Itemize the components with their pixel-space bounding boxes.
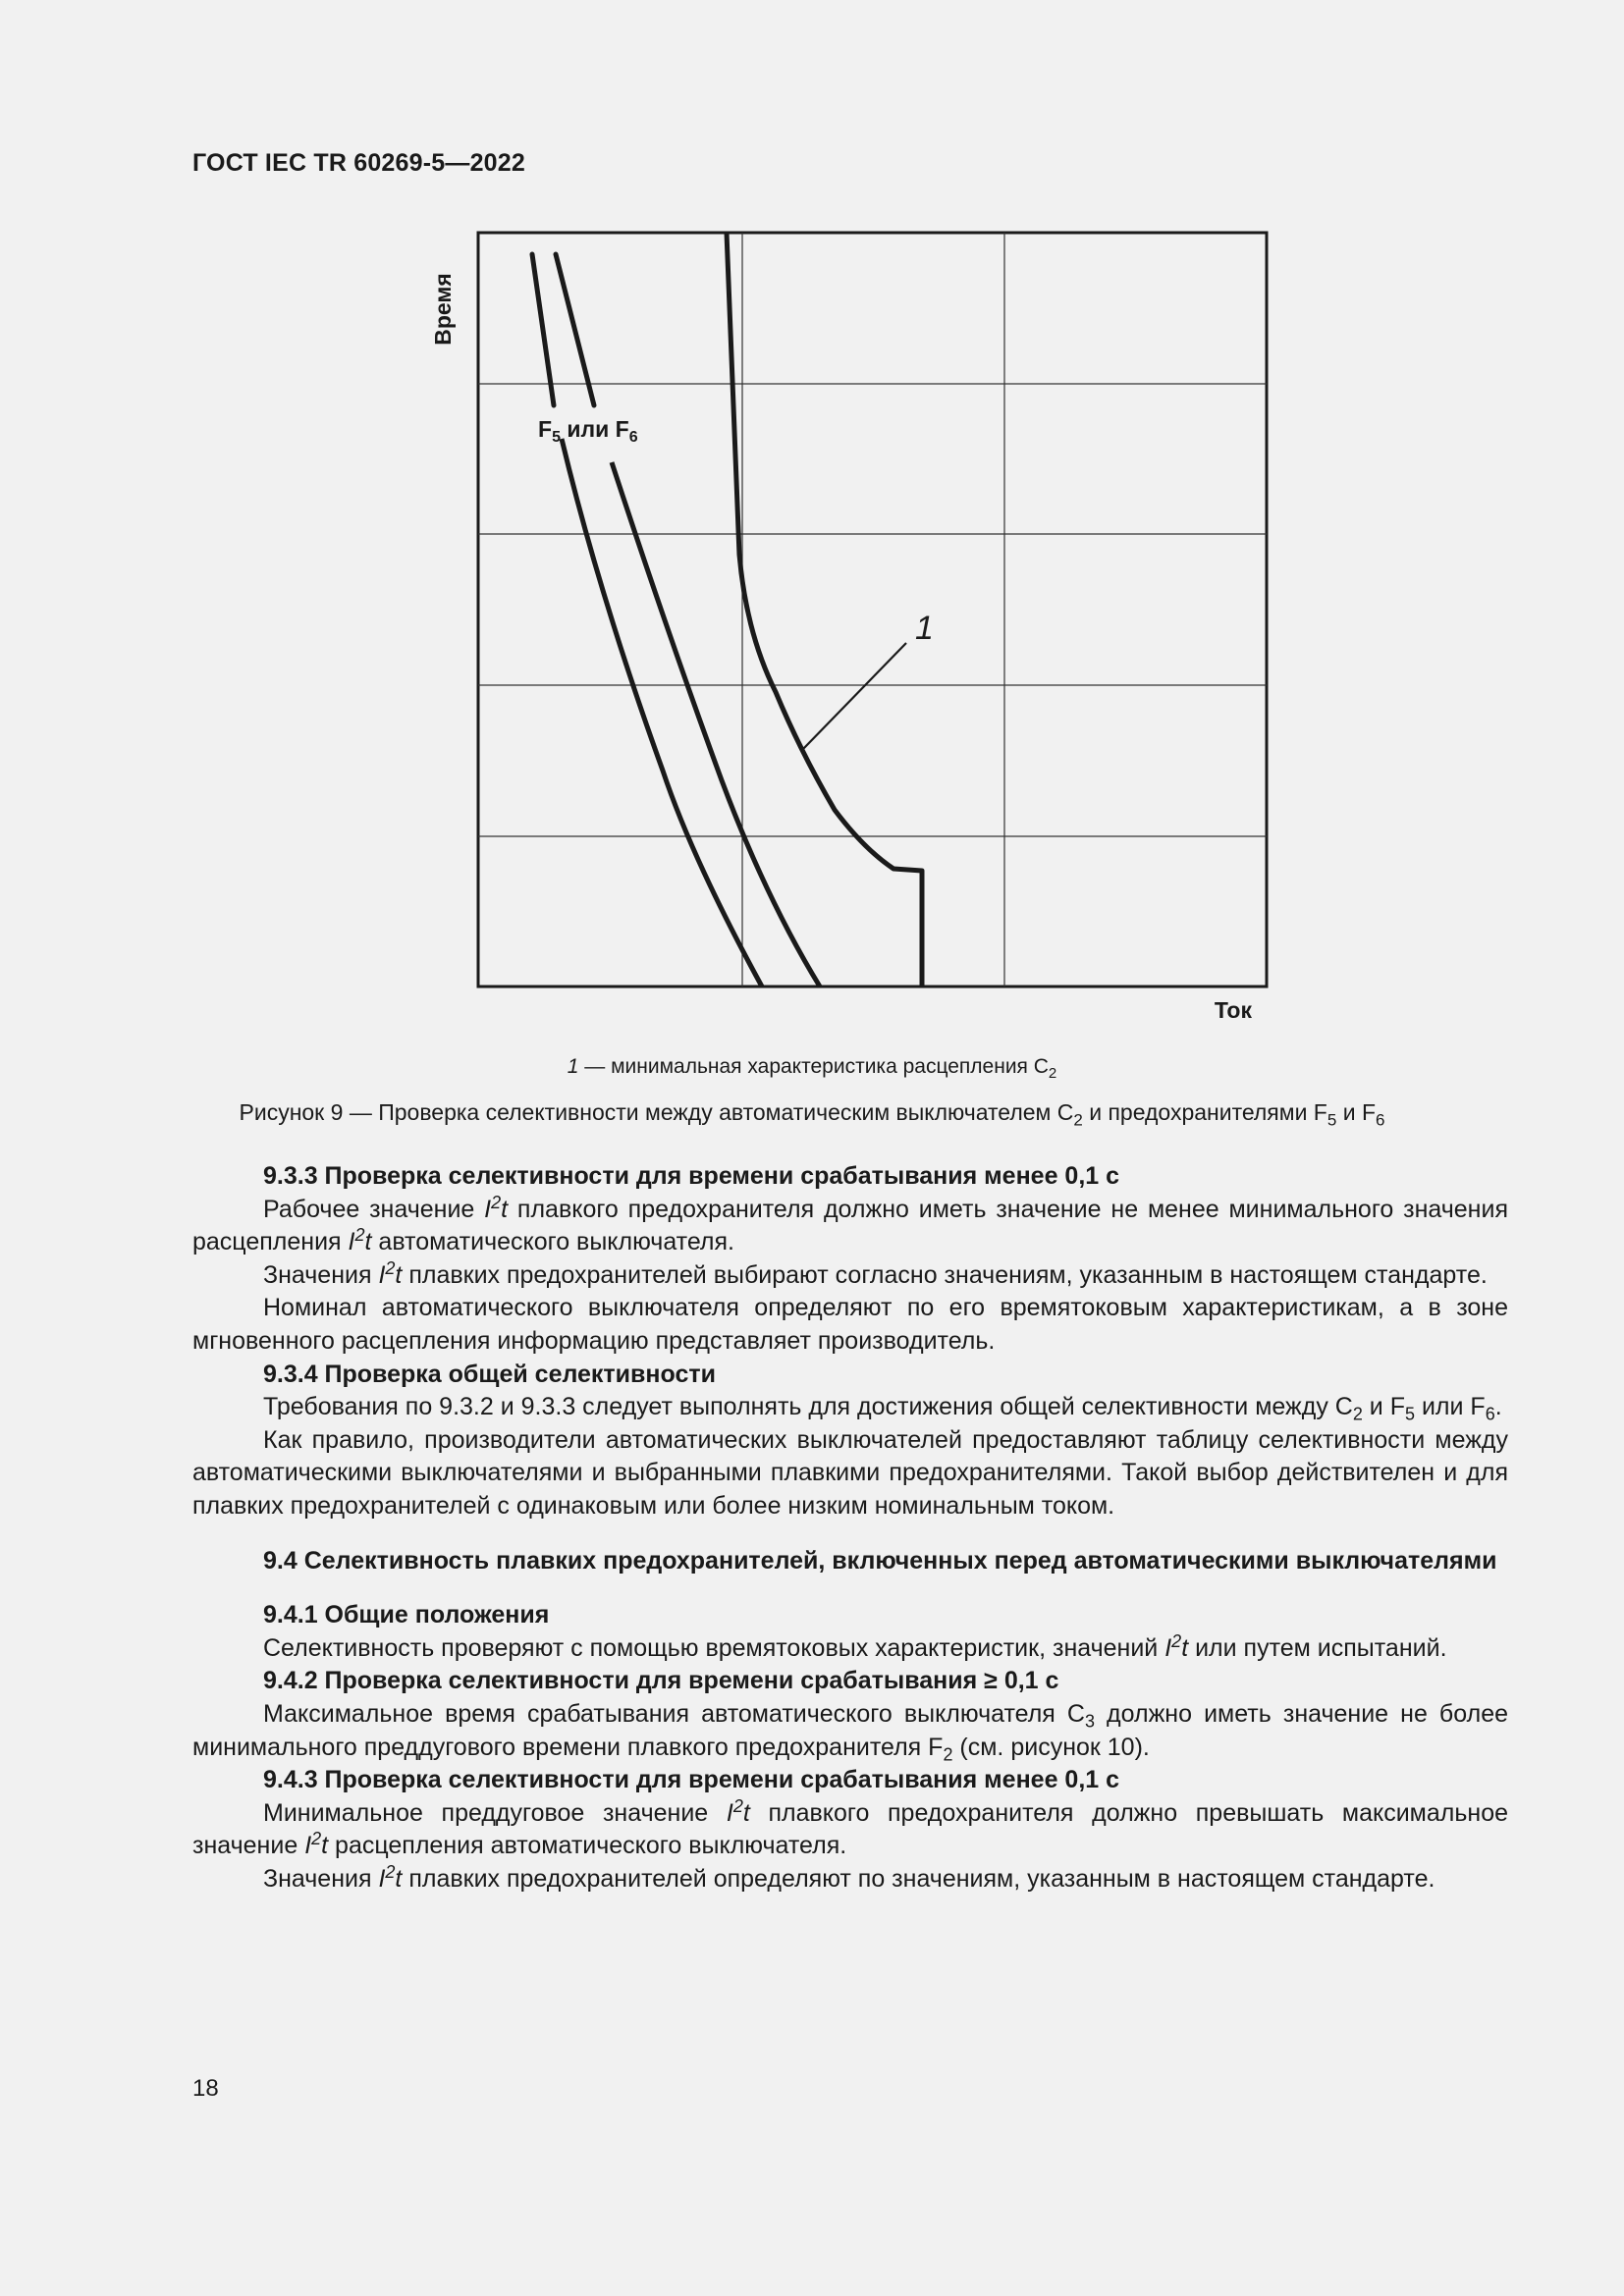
subscript: 3 xyxy=(1084,1711,1095,1732)
i2t-i: I xyxy=(1164,1633,1172,1662)
i2t-t: t xyxy=(321,1832,329,1860)
fuse-label-mid: или F xyxy=(560,416,629,442)
i2t-symbol xyxy=(484,1192,509,1223)
figure-caption xyxy=(0,1099,1624,1131)
i2t-symbol xyxy=(1164,1630,1189,1662)
figure-9-time-current-chart xyxy=(412,221,1296,1036)
paragraph: Номинал автоматического выключателя определяют по его времятоковым характеристикам, а в зоне мгновенного расцепления информацию представляет производитель. xyxy=(192,1294,1508,1355)
figure-legend xyxy=(0,1055,1624,1082)
text-run: или F xyxy=(1415,1393,1486,1421)
fuse-label-sub1: 5 xyxy=(552,429,561,446)
i2t-i: I xyxy=(304,1832,312,1860)
text-run: или путем испытаний. xyxy=(1188,1633,1447,1662)
i2t-i: I xyxy=(378,1260,386,1289)
legend-sub: 2 xyxy=(1048,1065,1057,1083)
paragraph xyxy=(192,1632,1508,1666)
caption-mid2: и F xyxy=(1336,1099,1377,1125)
text-run: Значения xyxy=(263,1260,379,1289)
text-run: должно иметь значение не более минимального преддугового времени плавкого предохранителя F xyxy=(192,1699,1508,1761)
text-run: плавкого предохранителя должно иметь значение не менее минимального значения расцепления xyxy=(192,1195,1508,1256)
i2t-i: I xyxy=(726,1798,733,1827)
breaker-c2-curve xyxy=(727,233,922,987)
text-run: и F xyxy=(1362,1393,1405,1421)
text-run: Максимальное время срабатывания автоматического выключателя С xyxy=(263,1699,1085,1728)
fuse-curve-left-upper xyxy=(532,254,554,405)
i2t-t: t xyxy=(395,1260,403,1289)
i2t-symbol xyxy=(378,1257,403,1289)
text-run: Минимальное преддуговое значение xyxy=(263,1798,727,1827)
paragraph xyxy=(192,1259,1508,1293)
i2t-sup: 2 xyxy=(1171,1630,1182,1651)
i2t-t: t xyxy=(364,1228,372,1256)
text-run: Рабочее значение xyxy=(263,1195,485,1223)
text-run: расцепления автоматического выключателя. xyxy=(328,1832,847,1860)
fuse-curve-right-upper xyxy=(556,254,594,405)
i2t-sup: 2 xyxy=(385,1257,396,1278)
i2t-symbol xyxy=(348,1225,372,1256)
i2t-symbol xyxy=(378,1861,403,1893)
paragraph xyxy=(192,1194,1508,1259)
chart-svg xyxy=(412,221,1296,1036)
subscript: 2 xyxy=(943,1743,953,1764)
heading-9-3-3: 9.3.3 Проверка селективности для времени срабатывания менее 0,1 с xyxy=(263,1162,1120,1190)
i2t-i: I xyxy=(484,1195,492,1223)
curve-callout-leader xyxy=(803,643,906,749)
heading-9-3-4: 9.3.4 Проверка общей селективности xyxy=(263,1360,716,1388)
i2t-t: t xyxy=(1181,1633,1189,1662)
page-number: 18 xyxy=(192,2075,219,2102)
subscript: 5 xyxy=(1404,1404,1415,1424)
text-run: плавкого предохранителя должно превышать максимальное значение xyxy=(192,1798,1508,1860)
paragraph xyxy=(192,1391,1508,1424)
heading-9-4-3: 9.4.3 Проверка селективности для времени срабатывания менее 0,1 с xyxy=(263,1766,1120,1794)
legend-num: 1 xyxy=(567,1055,579,1078)
curve-callout-label: 1 xyxy=(915,610,934,647)
plot-frame xyxy=(478,233,1267,987)
paragraph xyxy=(192,1698,1508,1764)
text-run: (см. рисунок 10). xyxy=(952,1733,1150,1761)
legend-text: — минимальная характеристика расцепления C xyxy=(578,1055,1049,1078)
i2t-t: t xyxy=(395,1864,403,1893)
i2t-symbol xyxy=(726,1795,750,1827)
caption-sub2: 5 xyxy=(1326,1110,1337,1130)
fuse-curve-left-lower xyxy=(562,439,762,987)
y-axis-label: Время xyxy=(430,273,456,346)
i2t-sup: 2 xyxy=(311,1829,322,1849)
i2t-i: I xyxy=(348,1228,355,1256)
caption-text: Рисунок 9 — Проверка селективности между автоматическим выключателем C xyxy=(239,1099,1074,1125)
i2t-t: t xyxy=(742,1798,750,1827)
text-run: автоматического выключателя. xyxy=(371,1228,734,1256)
paragraph xyxy=(192,1797,1508,1863)
text-run: Селективность проверяют с помощью времятоковых характеристик, значений xyxy=(263,1633,1165,1662)
caption-sub1: 2 xyxy=(1073,1110,1083,1130)
caption-mid: и предохранителями F xyxy=(1082,1099,1327,1125)
paragraph: Как правило, производители автоматических выключателей предоставляют таблицу селективности между автоматическими выключателями и выбранными плавкими предохранителями. Такой выбор действителен и для плавких предохранителей с одинаковым или более низким номинальным током. xyxy=(192,1425,1508,1520)
subscript: 6 xyxy=(1485,1404,1495,1424)
heading-9-4: 9.4 Селективность плавких предохранителей, включенных перед автоматическими выключателями xyxy=(263,1546,1497,1575)
text-run: Требования по 9.3.2 и 9.3.3 следует выполнять для достижения общей селективности между С xyxy=(263,1393,1353,1421)
fuse-label-sub2: 6 xyxy=(628,429,638,446)
subscript: 2 xyxy=(1352,1404,1363,1424)
i2t-sup: 2 xyxy=(385,1861,396,1882)
fuse-label xyxy=(538,416,638,446)
body-text xyxy=(192,1160,1508,1896)
fuse-label-f: F xyxy=(538,416,553,442)
caption-sub3: 6 xyxy=(1376,1110,1385,1130)
text-run: плавких предохранителей определяют по значениям, указанным в настоящем стандарте. xyxy=(402,1864,1435,1893)
heading-9-4-1: 9.4.1 Общие положения xyxy=(263,1601,550,1629)
paragraph xyxy=(192,1863,1508,1896)
i2t-sup: 2 xyxy=(491,1192,502,1212)
i2t-i: I xyxy=(378,1864,386,1893)
document-header: ГОСТ IEC TR 60269-5—2022 xyxy=(192,149,525,177)
text-run: . xyxy=(1494,1393,1502,1421)
i2t-sup: 2 xyxy=(354,1225,365,1246)
text-run: Значения xyxy=(263,1864,379,1893)
heading-9-4-2: 9.4.2 Проверка селективности для времени срабатывания ≥ 0,1 с xyxy=(263,1667,1059,1695)
i2t-symbol xyxy=(304,1829,329,1860)
x-axis-label: Ток xyxy=(1214,997,1252,1023)
text-run: плавких предохранителей выбирают согласно значениям, указанным в настоящем стандарте. xyxy=(402,1260,1488,1289)
i2t-t: t xyxy=(501,1195,509,1223)
i2t-sup: 2 xyxy=(732,1795,743,1816)
